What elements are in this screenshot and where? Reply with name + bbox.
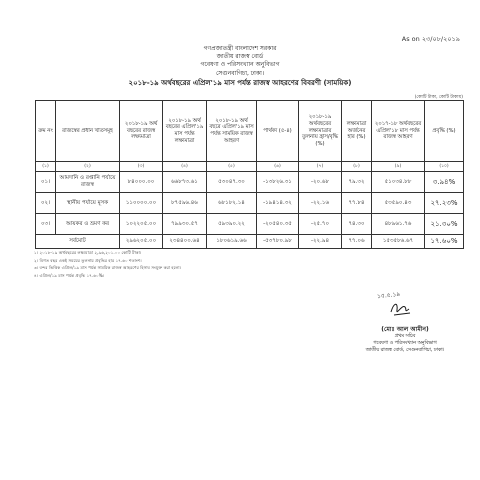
header-cell: লক্ষ্যমাত্রা অর্জনের হার (%) <box>342 101 372 162</box>
header-cell: ২০১৮-১৯ অর্থ বছরে এপ্রিল'১৯ মাস পর্যন্ত সাময়িক রাজস্ব আহরণ <box>207 101 257 162</box>
signatory-name: (মোঃ আল আমীন) <box>381 326 429 333</box>
table-row <box>36 214 464 235</box>
cell-difference: -১৩৮২৬.৩১ <box>257 172 299 193</box>
index-cell: (৬) <box>257 162 299 172</box>
cell-achievement-pct: ৭৪.৩০ <box>342 214 372 235</box>
revenue-head: আমদানি ও রপ্তানি পর্যায়ে রাজস্ব <box>56 172 120 193</box>
cell-annual-target: ৮৪০০০.০০ <box>120 172 163 193</box>
cell-achievement-pct: ৭৯.৩২ <box>342 172 372 193</box>
as-on-date: As on ২৩/০৮/২০১৯ <box>401 35 460 43</box>
row-number: ০১। <box>36 172 56 193</box>
cell-prev-collection: ৫৩৫৯০.৪৩ <box>372 193 425 214</box>
header-cell: ২০১৮-১৯ অর্থবছরের লক্ষ্যমাত্রার তুলনায় হ্রাস/বৃদ্ধি (%) <box>299 101 342 162</box>
signatory-address: জাতীয় রাজস্ব বোর্ড, সেগুনবাগিচা, ঢাকা। <box>365 348 445 353</box>
unit-note: (কোটি টাকা, কোটি টাকায়) <box>414 95 463 100</box>
header-cell: ২০১৮-১৯ অর্থ বছরের এপ্রিল'১৯ মাস পর্যন্ত লক্ষ্যমাত্রা <box>163 101 207 162</box>
index-cell: (৩) <box>120 162 163 172</box>
cell-annual-target: ১০২২০৫.০০ <box>120 214 163 235</box>
index-cell: (২) <box>56 162 120 172</box>
table-row <box>36 172 464 193</box>
footnote: ৪। এপ্রিল/১৯ মাস পর্যন্ত প্রবৃদ্ধি ১৭.৬০%। <box>34 272 105 278</box>
header-cell: রাজস্বের প্রধান খাতসমূহ <box>56 101 120 162</box>
cell-prev-collection: ৪৮৯৬১.৭৬ <box>372 214 425 235</box>
revenue-head: আয়কর ও ভ্রমণ কর <box>56 214 120 235</box>
cell-variance-pct: -২২.১৬ <box>299 193 342 214</box>
total-prev-collection: ১৫৩৫৮৬.৬৭ <box>372 235 425 249</box>
cell-achievement-pct: ৭৭.৮৪ <box>342 193 372 214</box>
cell-variance-pct: -২০.৬৮ <box>299 172 342 193</box>
total-row <box>36 235 464 249</box>
header-cell: প্রবৃদ্ধি (%) <box>425 101 464 162</box>
cell-growth: ২১.৩০% <box>425 214 464 235</box>
column-index-row <box>36 162 464 172</box>
total-growth: ১৭.৬০% <box>425 235 464 249</box>
total-annual-target: ২৯৬২০৫.০০ <box>120 235 163 249</box>
cell-collection: ৫৯৩৯০.২২ <box>207 214 257 235</box>
table-row <box>36 193 464 214</box>
address: সেগুনবাগিচা, ঢাকা। <box>215 70 265 77</box>
signatory-block <box>355 326 455 354</box>
cell-difference: -২০৫৪০.৩৫ <box>257 214 299 235</box>
wing-name: গবেষণা ও পরিসংখ্যান অনুবিভাগ <box>200 61 280 68</box>
header-cell: ২০১৮-১৯ অর্থ বছরের রাজস্ব লক্ষ্যমাত্রা <box>120 101 163 162</box>
index-cell: (৭) <box>299 162 342 172</box>
signature-mark <box>388 298 414 320</box>
document-title: ২০১৮-১৯ অর্থবছরের এপ্রিল'১৯ মাস পর্যন্ত রাজস্ব আহরণের বিবরণী (সাময়িক) <box>128 79 352 87</box>
total-achievement-pct: ৭৭.০৬ <box>342 235 372 249</box>
cell-period-target: ৮৭৫৯৬.৪৬ <box>163 193 207 214</box>
total-label: সর্বমোট <box>36 235 120 249</box>
index-cell: (৫) <box>207 162 257 172</box>
cell-difference: -১৯৪১৪.৩২ <box>257 193 299 214</box>
signatory-office: গবেষণা ও পরিসংখ্যান অনুবিভাগ <box>373 341 437 346</box>
cell-collection: ৫৩০৪৭.৩০ <box>207 172 257 193</box>
govt-name: গণপ্রজাতন্ত্রী বাংলাদেশ সরকার <box>203 45 277 52</box>
cell-annual-target: ১১০০০০.০০ <box>120 193 163 214</box>
signatory-designation: প্রথম সচিব <box>394 334 416 339</box>
header-cell: ২০১৭-১৮ অর্থবছরের এপ্রিল'১৮ মাস পর্যন্ত রাজস্ব আহরণ <box>372 101 425 162</box>
row-number: ০২। <box>36 193 56 214</box>
board-name: জাতীয় রাজস্ব বোর্ড <box>216 53 264 60</box>
cell-period-target: ৭৯৯৩০.৫৭ <box>163 214 207 235</box>
cell-growth: ২৭.২৩% <box>425 193 464 214</box>
index-cell: (৯) <box>372 162 425 172</box>
revenue-head: স্থানীয় পর্যায়ে মূসক <box>56 193 120 214</box>
total-collection: ১৮০৬১৯.৬৬ <box>207 235 257 249</box>
total-variance-pct: -২২.৯৪ <box>299 235 342 249</box>
cell-prev-collection: ৫১০৩৪.৮৮ <box>372 172 425 193</box>
table-header-row <box>36 101 464 162</box>
total-difference: -৫৩৭৮০.৯৮ <box>257 235 299 249</box>
index-cell: (১০) <box>425 162 464 172</box>
cell-variance-pct: -২৫.৭০ <box>299 214 342 235</box>
footnote: ৩। বন্দর ভিত্তিক এপ্রিল/১৯ মাস পর্যন্ত সাময়িক রাজস্ব আহরণের হিসাব সংযুক্ত করা হলো। <box>34 265 182 270</box>
cell-growth: ৩.৯৪% <box>425 172 464 193</box>
revenue-table <box>35 100 464 249</box>
footnotes <box>34 250 181 280</box>
cell-collection: ৬৮১৮২.১৪ <box>207 193 257 214</box>
index-cell: (১) <box>36 162 56 172</box>
index-cell: (৮) <box>342 162 372 172</box>
cell-period-target: ৬৬৮৭৩.৬১ <box>163 172 207 193</box>
header-cell: ক্রম নং <box>36 101 56 162</box>
row-number: ০৩। <box>36 214 56 235</box>
footnote: ১। ২০১৮-১৯ অর্থবছরের লক্ষ্যমাত্রা ২,৯৬,২০১.০০ কোটি টাকা। <box>34 250 142 255</box>
total-period-target: ২৩৪৪০০.৬৪ <box>163 235 207 249</box>
header-cell: পার্থক্য (৫-৪) <box>257 101 299 162</box>
signature-date: ১৫.৫.১৯ <box>376 290 401 301</box>
index-cell: (৪) <box>163 162 207 172</box>
footnote: ২। বিগত বছর একই সময়ের তুলনায় প্রবৃদ্ধির হার ১৭.৬০ শতাংশ। <box>34 257 142 263</box>
